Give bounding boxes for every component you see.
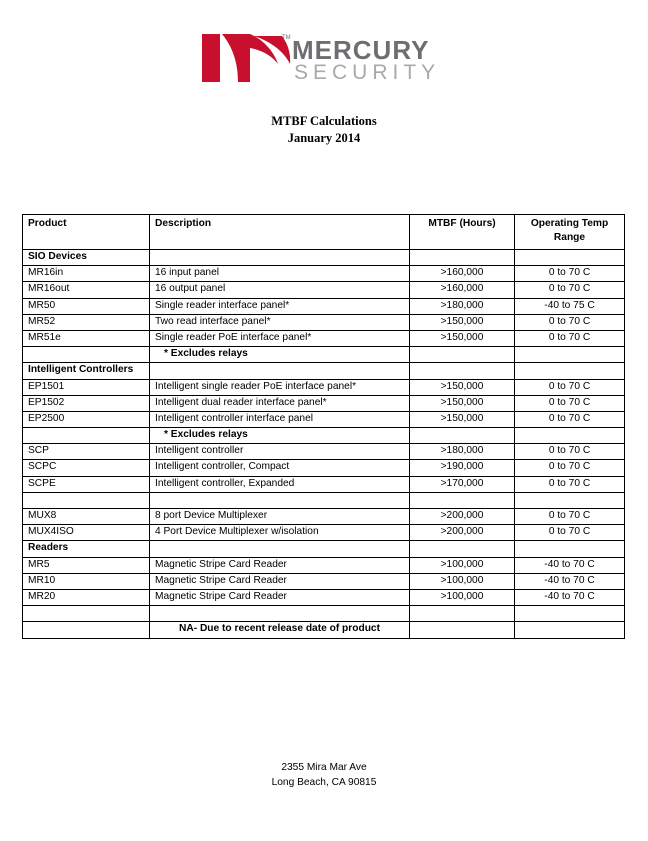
- table-row: [23, 525, 625, 541]
- cell-description: [150, 492, 410, 508]
- table-row: [23, 476, 625, 492]
- cell-description: Intelligent controller, Expanded: [150, 476, 410, 492]
- cell-product: MR16out: [23, 282, 150, 298]
- cell-temp: 0 to 70 C: [515, 460, 625, 476]
- brand-name: MERCURY: [292, 35, 430, 65]
- table-row: [23, 541, 625, 557]
- cell-mtbf: >100,000: [410, 589, 515, 605]
- mtbf-table: [22, 214, 625, 639]
- cell-mtbf: >190,000: [410, 460, 515, 476]
- cell-temp: 0 to 70 C: [515, 476, 625, 492]
- cell-description: Two read interface panel*: [150, 314, 410, 330]
- table-row: [23, 363, 625, 379]
- cell-temp: 0 to 70 C: [515, 314, 625, 330]
- table-row: [23, 573, 625, 589]
- table-row: [23, 557, 625, 573]
- cell-product: MUX8: [23, 509, 150, 525]
- cell-mtbf: >150,000: [410, 379, 515, 395]
- table-row: [23, 250, 625, 266]
- cell-description: Magnetic Stripe Card Reader: [150, 589, 410, 605]
- cell-temp: [515, 622, 625, 638]
- table-row: [23, 444, 625, 460]
- cell-mtbf: [410, 428, 515, 444]
- cell-product: [23, 606, 150, 622]
- cell-mtbf: [410, 347, 515, 363]
- cell-product: MUX4ISO: [23, 525, 150, 541]
- cell-temp: 0 to 70 C: [515, 525, 625, 541]
- cell-mtbf: >150,000: [410, 411, 515, 427]
- cell-mtbf: >170,000: [410, 476, 515, 492]
- cell-product: Readers: [23, 541, 150, 557]
- table-body: [23, 250, 625, 639]
- cell-description: Magnetic Stripe Card Reader: [150, 573, 410, 589]
- cell-mtbf: [410, 250, 515, 266]
- table-row: [23, 298, 625, 314]
- cell-mtbf: >150,000: [410, 314, 515, 330]
- cell-temp: 0 to 70 C: [515, 379, 625, 395]
- header-description: Description: [150, 215, 410, 250]
- cell-product: MR20: [23, 589, 150, 605]
- cell-mtbf: [410, 606, 515, 622]
- table-row: [23, 509, 625, 525]
- table-row: [23, 379, 625, 395]
- cell-description: Intelligent dual reader interface panel*: [150, 395, 410, 411]
- trademark: TM: [282, 35, 291, 41]
- cell-description: 8 port Device Multiplexer: [150, 509, 410, 525]
- cell-description: [150, 363, 410, 379]
- cell-mtbf: >200,000: [410, 509, 515, 525]
- cell-description: Intelligent controller interface panel: [150, 411, 410, 427]
- table-row: [23, 460, 625, 476]
- cell-product: MR51e: [23, 330, 150, 346]
- cell-product: MR5: [23, 557, 150, 573]
- cell-product: EP1502: [23, 395, 150, 411]
- cell-mtbf: >150,000: [410, 330, 515, 346]
- cell-description: Intelligent controller: [150, 444, 410, 460]
- cell-mtbf: >100,000: [410, 557, 515, 573]
- cell-temp: [515, 250, 625, 266]
- cell-temp: -40 to 70 C: [515, 573, 625, 589]
- table-row: [23, 606, 625, 622]
- cell-product: SCPE: [23, 476, 150, 492]
- table-row: [23, 266, 625, 282]
- cell-product: SCP: [23, 444, 150, 460]
- cell-description: 4 Port Device Multiplexer w/isolation: [150, 525, 410, 541]
- page-title: MTBF Calculations: [271, 114, 377, 128]
- cell-product: Intelligent Controllers: [23, 363, 150, 379]
- header-temp-range: Operating Temp Range: [515, 215, 625, 250]
- cell-mtbf: >200,000: [410, 525, 515, 541]
- cell-product: EP2500: [23, 411, 150, 427]
- cell-product: [23, 428, 150, 444]
- table-row: [23, 622, 625, 638]
- cell-product: [23, 622, 150, 638]
- cell-mtbf: >150,000: [410, 395, 515, 411]
- cell-temp: 0 to 70 C: [515, 282, 625, 298]
- header-product: Product: [23, 215, 150, 250]
- cell-product: SCPC: [23, 460, 150, 476]
- table-header-row: [23, 215, 625, 250]
- cell-product: MR52: [23, 314, 150, 330]
- cell-description: Intelligent controller, Compact: [150, 460, 410, 476]
- cell-description: NA- Due to recent release date of product: [150, 622, 410, 638]
- cell-temp: -40 to 70 C: [515, 557, 625, 573]
- cell-description: Single reader interface panel*: [150, 298, 410, 314]
- cell-product: MR16in: [23, 266, 150, 282]
- cell-temp: 0 to 70 C: [515, 411, 625, 427]
- cell-description: Single reader PoE interface panel*: [150, 330, 410, 346]
- cell-temp: [515, 347, 625, 363]
- table-row: [23, 314, 625, 330]
- cell-temp: 0 to 70 C: [515, 509, 625, 525]
- cell-description: Intelligent single reader PoE interface panel*: [150, 379, 410, 395]
- footer-address-line2: Long Beach, CA 90815: [271, 777, 377, 788]
- brand-tagline: SECURITY: [294, 61, 441, 84]
- cell-mtbf: >160,000: [410, 282, 515, 298]
- table-row: [23, 395, 625, 411]
- cell-temp: -40 to 70 C: [515, 589, 625, 605]
- cell-temp: 0 to 70 C: [515, 266, 625, 282]
- table-row: [23, 347, 625, 363]
- cell-temp: [515, 363, 625, 379]
- cell-description: Magnetic Stripe Card Reader: [150, 557, 410, 573]
- cell-product: MR50: [23, 298, 150, 314]
- cell-product: [23, 492, 150, 508]
- footer-address-line1: 2355 Mira Mar Ave: [281, 762, 367, 773]
- cell-mtbf: >180,000: [410, 298, 515, 314]
- cell-temp: [515, 428, 625, 444]
- cell-description: * Excludes relays: [150, 347, 410, 363]
- cell-mtbf: [410, 541, 515, 557]
- cell-product: MR10: [23, 573, 150, 589]
- cell-temp: [515, 541, 625, 557]
- table-row: [23, 330, 625, 346]
- cell-mtbf: >160,000: [410, 266, 515, 282]
- cell-temp: 0 to 70 C: [515, 395, 625, 411]
- cell-mtbf: [410, 492, 515, 508]
- cell-temp: -40 to 75 C: [515, 298, 625, 314]
- table-row: [23, 492, 625, 508]
- table-row: [23, 428, 625, 444]
- header-mtbf: MTBF (Hours): [410, 215, 515, 250]
- cell-mtbf: >180,000: [410, 444, 515, 460]
- cell-mtbf: [410, 622, 515, 638]
- table-row: [23, 411, 625, 427]
- cell-description: 16 input panel: [150, 266, 410, 282]
- mercury-security-logo: [202, 34, 452, 86]
- cell-mtbf: [410, 363, 515, 379]
- cell-description: 16 output panel: [150, 282, 410, 298]
- cell-temp: [515, 492, 625, 508]
- cell-product: [23, 347, 150, 363]
- cell-description: [150, 250, 410, 266]
- cell-product: SIO Devices: [23, 250, 150, 266]
- cell-temp: [515, 606, 625, 622]
- wing-logo-icon: [202, 34, 292, 86]
- cell-temp: 0 to 70 C: [515, 444, 625, 460]
- cell-description: [150, 541, 410, 557]
- table-row: [23, 282, 625, 298]
- page-subtitle: January 2014: [287, 131, 361, 145]
- table-row: [23, 589, 625, 605]
- cell-temp: 0 to 70 C: [515, 330, 625, 346]
- cell-mtbf: >100,000: [410, 573, 515, 589]
- cell-product: EP1501: [23, 379, 150, 395]
- cell-description: * Excludes relays: [150, 428, 410, 444]
- cell-description: [150, 606, 410, 622]
